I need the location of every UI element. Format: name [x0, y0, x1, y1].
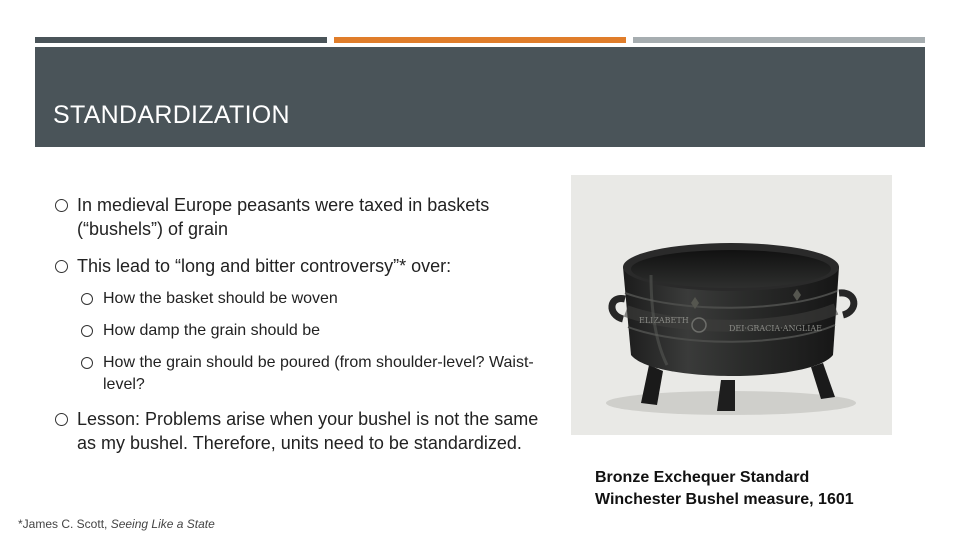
bullet-text: Lesson: Problems arise when your bushel is not the same as my bushel. Therefore, units need to be standardized.	[77, 409, 539, 453]
bushel-inscription-right: DEI·GRACIA·ANGLIAE	[729, 324, 823, 333]
circle-bullet-icon	[81, 325, 93, 337]
sub-bullet-text: How the grain should be poured (from shoulder-level? Waist-level?	[103, 354, 534, 393]
bullet-text: This lead to “long and bitter controversy”* over:	[77, 256, 452, 276]
sub-bullet-text: How damp the grain should be	[103, 322, 321, 339]
accent-bar-dark	[35, 37, 327, 43]
sub-bullet-item	[81, 352, 555, 396]
bushel-photo	[571, 175, 892, 435]
accent-bar-light	[633, 37, 925, 43]
circle-bullet-icon	[81, 293, 93, 305]
bullet-item	[55, 407, 555, 455]
bullet-text: In medieval Europe peasants were taxed in baskets (“bushels”) of grain	[77, 195, 490, 239]
slide-title: STANDARDIZATION	[53, 101, 290, 129]
sub-bullet-item	[81, 288, 555, 310]
footnote-book-title: Seeing Like a State	[110, 517, 215, 531]
accent-bar-orange	[334, 37, 626, 43]
sub-bullet-item	[81, 320, 555, 342]
bushel-illustration	[571, 175, 892, 435]
sub-bullet-text: How the basket should be woven	[103, 290, 338, 307]
bullet-item	[55, 193, 555, 241]
circle-bullet-icon	[55, 260, 68, 273]
bushel-inscription-left: ELIZABETH	[639, 316, 689, 325]
circle-bullet-icon	[55, 199, 68, 212]
title-band	[35, 47, 925, 147]
footnote-author: *James C. Scott,	[18, 517, 111, 531]
circle-bullet-icon	[55, 413, 68, 426]
bullet-list	[55, 193, 555, 455]
bullet-item	[55, 254, 555, 278]
footnote	[18, 517, 215, 531]
image-caption: Bronze Exchequer Standard Winchester Bushel measure, 1601	[595, 469, 854, 508]
circle-bullet-icon	[81, 357, 93, 369]
